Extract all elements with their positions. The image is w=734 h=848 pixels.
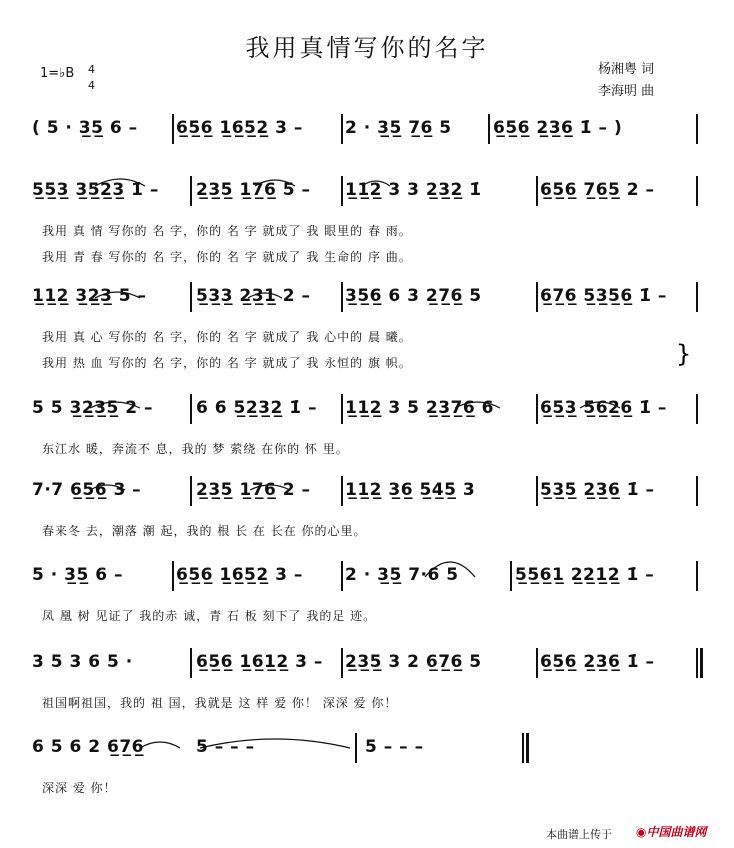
- tie: [362, 181, 390, 186]
- measure: ( 5 · 3̲5̲ 6 –: [32, 118, 138, 138]
- measure: 6̲5̲6̲ 7̲6̲5̲ 2 –: [540, 180, 655, 200]
- measure: 6 6 5̲2̲3̲2̲ 1̇ –: [196, 398, 317, 418]
- composer-credit: 李海明 曲: [598, 84, 655, 99]
- measure: 6̲5̲3̲ 5̲6̲2̲6̲ 1̇ –: [540, 398, 667, 418]
- measure: 5 5 3̲2̲3̲5̲ 2 –: [32, 398, 153, 418]
- measure: 6̲5̲6̲ 1̲6̲1̲2̲ 3 –: [196, 652, 323, 672]
- phrase-slur: [425, 562, 475, 577]
- tie: [248, 293, 282, 298]
- measure: 5 – – –: [196, 737, 255, 757]
- lyric-line: 深深 爱 你！: [42, 781, 117, 795]
- lyric-line: 东江水 暖，奔流不 息，我的 梦 萦绕 在你的 怀 里。: [42, 442, 349, 456]
- measure: 3 5 3 6 5 ·: [32, 652, 133, 672]
- measure: 5̲5̲3̲ 3̲5̲2̲3̲ 1̇ –: [32, 180, 159, 200]
- measure: 5 · 3̲5̲ 6 –: [32, 565, 123, 585]
- time-beats: 4: [88, 63, 95, 76]
- lyric-line: 我用 真 情 写你的 名 字，你的 名 字 就成了 我 眼里的 春 雨。: [42, 224, 412, 238]
- lyric-line: 凤 凰 树 见证了 我的赤 诚，青 石 板 刻下了 我的足 迹。: [42, 609, 377, 623]
- lyric-line: 祖国啊祖国，我的 祖 国，我就是 这 样 爱 你！ 深深 爱 你！: [42, 696, 398, 710]
- measure: 5 – – –: [365, 737, 424, 757]
- tie: [140, 742, 180, 748]
- measure: 2 · 3̲5̲ 7̲6̲ 5: [345, 118, 452, 138]
- tie: [95, 292, 140, 298]
- tie: [90, 485, 125, 490]
- measure: 3̲5̲6̲ 6 3 2̲7̲6̲ 5: [345, 286, 482, 306]
- tie: [580, 402, 620, 408]
- lyricist-credit: 杨湘粤 词: [598, 62, 655, 77]
- logo-c-icon: ◉: [636, 825, 647, 839]
- repeat-barline-thick: [700, 648, 703, 678]
- lyric-line: 我用 真 心 写你的 名 字，你的 名 字 就成了 我 心中的 晨 曦。: [42, 330, 412, 344]
- measure: 1̲1̲2̲ 3̲6̲ 5̲4̲5̲ 3: [345, 480, 476, 500]
- upload-note: 本曲谱上传于: [546, 828, 612, 841]
- phrase-slur: [200, 739, 350, 748]
- tie: [250, 485, 290, 490]
- measure: 1̲1̲2̲ 3 3 2̲3̲2̲ 1̇: [345, 180, 482, 200]
- tie: [455, 402, 500, 408]
- tie: [255, 180, 295, 186]
- measure: 6̲5̲6̲ 1̲6̲5̲2̲ 3 –: [176, 118, 303, 138]
- measure: 5̲3̲5̲ 2̲3̲6̲ 1̇ –: [540, 480, 655, 500]
- measure: 5̲3̲3̲ 2̲3̲1̲ 2 –: [196, 286, 311, 306]
- measure: 1̲1̲2̲ 3̲2̲3̲ 5 –: [32, 286, 147, 306]
- measure: 6̲5̲6̲ 2̲3̲6̲ 1̇ – ): [493, 118, 623, 138]
- measure: 1̲1̲2̲ 3 5 2̲3̲7̲6̲ 6: [345, 398, 494, 418]
- measure: 6̲5̲6̲ 2̲3̲6̲ 1̇ –: [540, 652, 655, 672]
- measure: 6 5 6 2 6̲7̲6̲: [32, 737, 144, 757]
- verse-brace: }: [676, 340, 692, 368]
- site-logo: [636, 823, 707, 840]
- flat-sign: ♭: [59, 66, 66, 81]
- final-barline-thick: [526, 733, 529, 763]
- song-title: 我用真情写你的名字: [245, 34, 489, 62]
- tie: [90, 402, 140, 408]
- key-note: B: [65, 66, 75, 81]
- measure: 7·7 6̲5̲6̲ 3 –: [32, 480, 142, 500]
- measure: 2̲3̲5̲ 1̲7̲6̲ 5 –: [196, 180, 311, 200]
- key-prefix: 1=: [40, 66, 60, 81]
- measure: 2̲3̲5̲ 1̲7̲6̲ 2 –: [196, 480, 311, 500]
- logo-text: 中国曲谱网: [646, 825, 707, 839]
- measure: 2 · 3̲5̲ 7·6 5: [345, 565, 459, 585]
- time-unit: 4: [88, 79, 95, 92]
- lyric-line: 我用 青 春 写你的 名 字，你的 名 字 就成了 我 生命的 序 曲。: [42, 250, 412, 264]
- measure: 6̲7̲6̲ 5̲3̲5̲6̲ 1̇ –: [540, 286, 667, 306]
- measure: 5̲5̲6̲1̲ 2̲2̲1̲2̲ 1̇ –: [515, 565, 655, 585]
- measure: 6̲5̲6̲ 1̲6̲5̲2̲ 3 –: [176, 565, 303, 585]
- lyric-line: 春来冬 去，潮落 潮 起，我的 根 长 在 长在 你的心里。: [42, 524, 367, 538]
- lyric-line: 我用 热 血 写你的 名 字，你的 名 字 就成了 我 永恒的 旗 帜。: [42, 356, 412, 370]
- tie: [95, 179, 145, 186]
- measure: 2̲3̲5̲ 3 2 6̲7̲6̲ 5: [345, 652, 482, 672]
